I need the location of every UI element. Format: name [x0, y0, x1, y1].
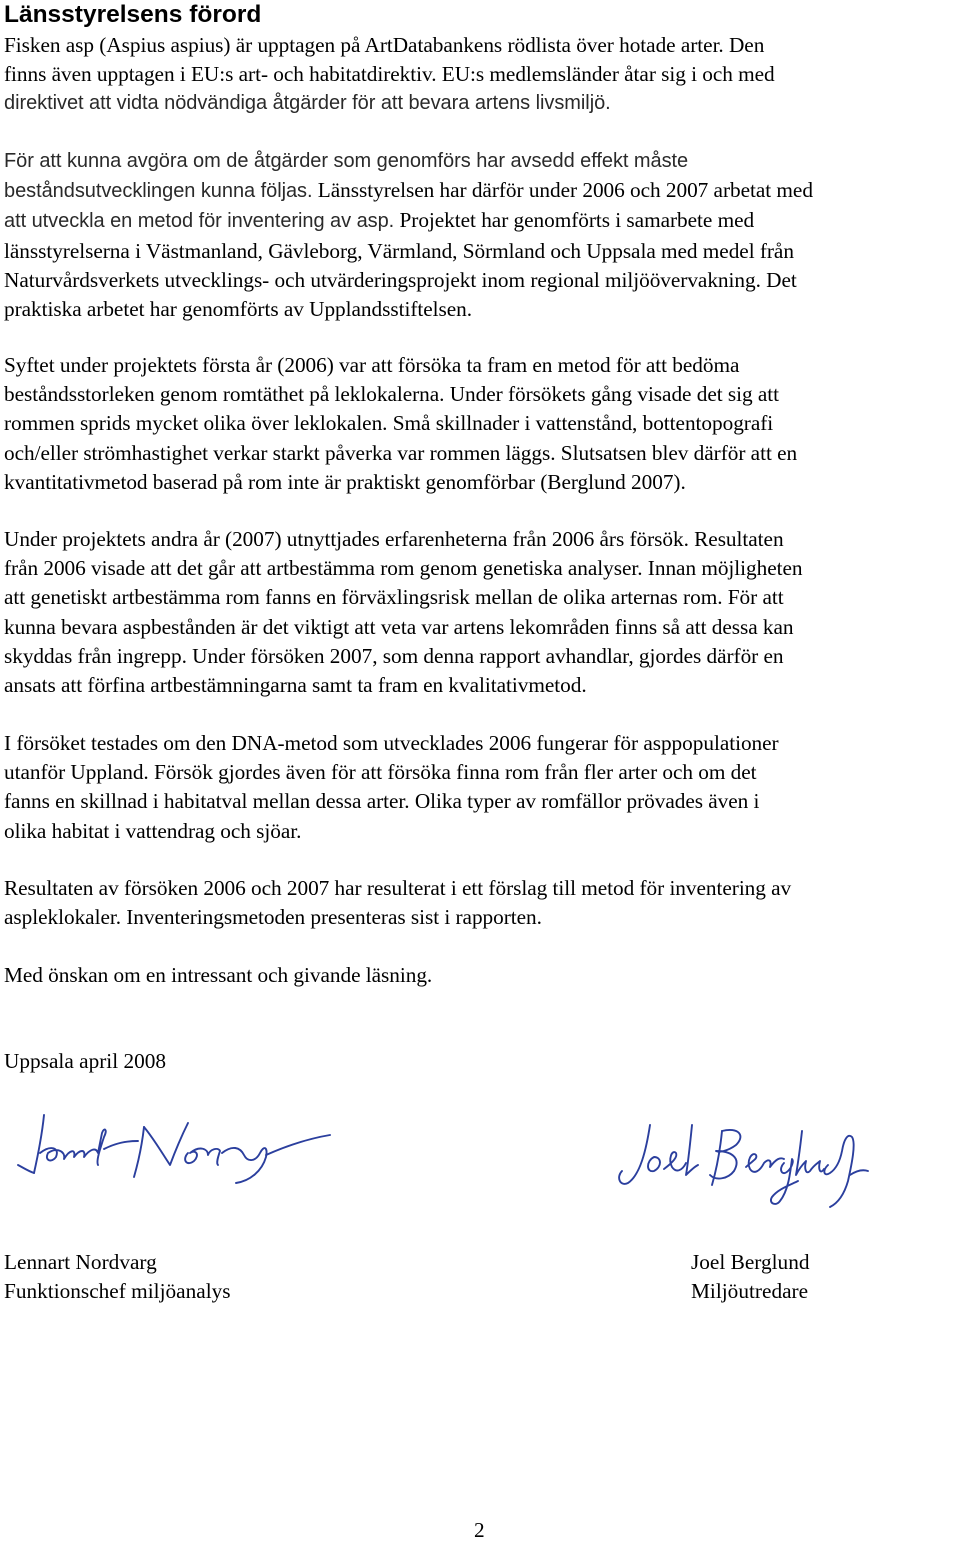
text-line: Syftet under projektets första år (2006) var att försöka ta fram en metod för att bedöma	[4, 353, 740, 377]
paragraph-7	[4, 961, 960, 990]
signatory-right	[691, 1248, 810, 1306]
signatory-left	[4, 1248, 231, 1306]
paragraph-4	[4, 525, 960, 700]
text-line: finns även upptagen i EU:s art- och habitatdirektiv. EU:s medlemsländer åtar sig i och med	[4, 62, 775, 87]
text-line: Under projektets andra år (2007) utnyttjades erfarenheterna från 2006 års försök. Resultaten	[4, 527, 784, 551]
paragraph-5	[4, 729, 960, 846]
page-title: Länsstyrelsens förord	[4, 1, 262, 28]
text-line: praktiska arbetet har genomförts av Upplandsstiftelsen.	[4, 297, 473, 322]
signatory-name: Joel Berglund	[691, 1250, 810, 1274]
signatory-title: Miljöutredare	[691, 1279, 809, 1304]
text-line: Fisken asp (Aspius aspius) är upptagen på ArtDatabankens rödlista över hotade arter. Den	[4, 33, 765, 57]
signatory-title: Funktionschef miljöanalys	[4, 1279, 231, 1304]
text-line: beståndsstorleken genom romtäthet på leklokalerna. Under försökets gång visade det sig att	[4, 382, 779, 407]
text-line: från 2006 visade att det går att artbestämma rom genom genetiska analyser. Innan möjligheten	[4, 556, 803, 581]
text-line: fanns en skillnad i habitatval mellan dessa arter. Olika typer av romfällor prövades även i	[4, 789, 760, 814]
text-segment: att utveckla en metod för inventering av asp.	[4, 210, 395, 233]
text-line: aspleklokaler. Inventeringsmetoden presenteras sist i rapporten.	[4, 905, 542, 930]
text-line: kunna bevara aspbestånden är det viktigt att veta var artens lekområden finns så att dessa kan	[4, 614, 794, 639]
text-line: kvantitativmetod baserad på rom inte är praktiskt genomförbar (Berglund 2007).	[4, 469, 686, 494]
signature-image	[4, 1105, 334, 1185]
text-line: att genetiskt artbestämma rom fanns en förväxlingsrisk mellan de olika arternas rom. För att	[4, 585, 784, 610]
text-line: Med önskan om en intressant och givande läsning.	[4, 963, 433, 987]
text-line: I försöket testades om den DNA-metod som utvecklades 2006 fungerar för asppopulationer	[4, 731, 779, 755]
text-line: För att kunna avgöra om de åtgärder som genomförs har avsedd effekt måste	[4, 150, 689, 172]
paragraph-3	[4, 351, 960, 497]
text-line: direktivet att vidta nödvändiga åtgärder för att bevara artens livsmiljö.	[4, 92, 611, 115]
text-line: och/eller strömhastighet verkar starkt påverka var rommen läggs. Slutsatsen blev därför att en	[4, 440, 798, 465]
text-line: länsstyrelserna i Västmanland, Gävleborg, Värmland, Sörmland och Uppsala med medel från	[4, 238, 794, 263]
place-date: Uppsala april 2008	[4, 1049, 167, 1073]
paragraph-6	[4, 874, 960, 932]
text-line: att utveckla en metod för inventering av asp. Projektet har genomförts i samarbete med	[4, 208, 755, 233]
text-line: Resultaten av försöken 2006 och 2007 har resulterat i ett förslag till metod för inventering av	[4, 876, 792, 900]
page-number: 2	[474, 1518, 485, 1542]
text-line: rommen sprids mycket olika över leklokalen. Små skillnader i vattenstånd, bottentopografi	[4, 411, 774, 436]
text-line: olika habitat i vattendrag och sjöar.	[4, 818, 302, 843]
paragraph-2	[4, 147, 960, 324]
signature-image	[612, 1115, 872, 1215]
text-segment: beståndsutvecklingen kunna följas.	[4, 180, 313, 203]
text-line: utanför Uppland. Försök gjordes även för att försöka finna rom från fler arter och om det	[4, 760, 757, 785]
text-line: skyddas från ingrepp. Under försöken 2007, som denna rapport avhandlar, gjordes därför en	[4, 643, 784, 668]
signatory-name: Lennart Nordvarg	[4, 1250, 157, 1274]
text-line: beståndsutvecklingen kunna följas. Länsstyrelsen har därför under 2006 och 2007 arbetat med	[4, 178, 813, 203]
paragraph-1	[4, 31, 960, 119]
text-line: Naturvårdsverkets utvecklings- och utvärderingsprojekt inom regional miljöövervakning. Det	[4, 267, 797, 292]
text-line: ansats att förfina artbestämningarna samt ta fram en kvalitativmetod.	[4, 673, 587, 698]
